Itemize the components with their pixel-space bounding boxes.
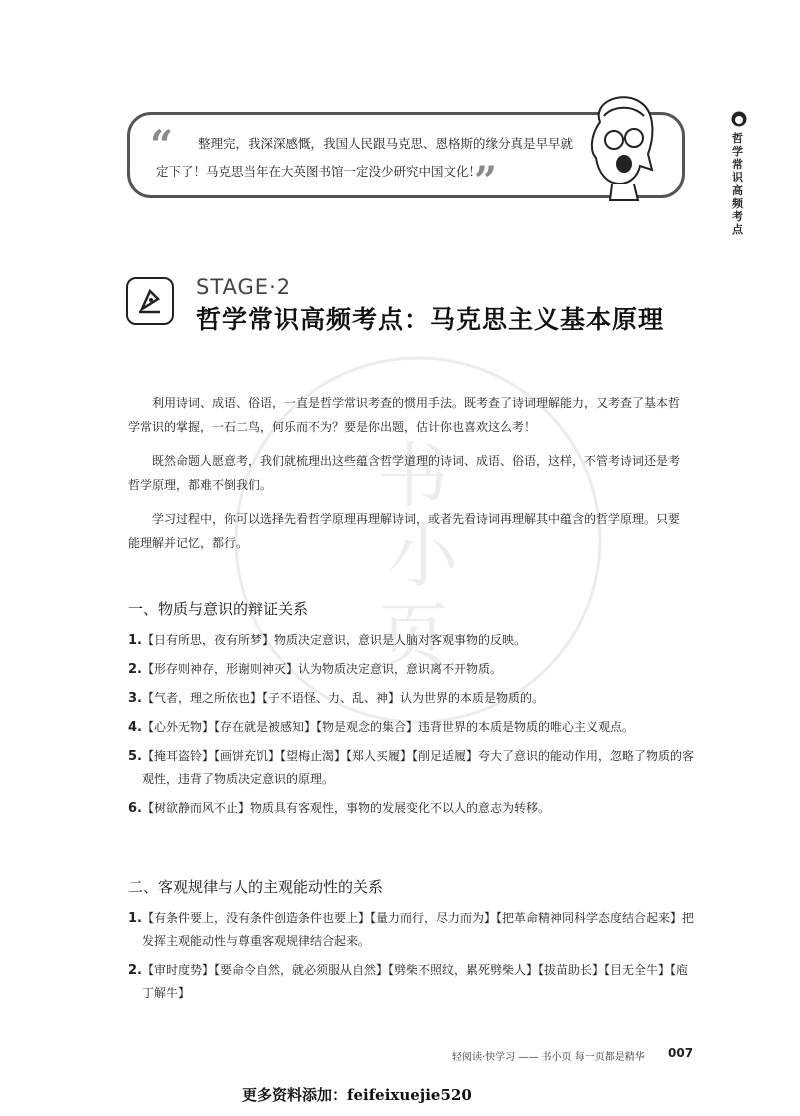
close-quote-mark: ”: [474, 158, 498, 205]
list-item: 1.【日有所思，夜有所梦】物质决定意识，意识是人脑对客观事物的反映。: [128, 633, 526, 648]
section-law-initiative: [128, 876, 694, 1011]
side-tab-label: 哲学常识高频考点: [732, 132, 743, 236]
pen-icon: [126, 277, 174, 325]
list-item: 3.【气者，理之所依也】【子不语怪、力、乱、神】认为世界的本质是物质的。: [128, 691, 544, 706]
list-item: 2.【审时度势】【要命令自然，就必须服从自然】【劈柴不照纹，累死劈柴人】【拔苗助长】【目无全牛】【庖丁解牛】: [128, 963, 688, 1000]
stage-title: 哲学常识高频考点：马克思主义基本原理: [196, 305, 665, 334]
list-item: 4.【心外无物】【存在就是被感知】【物是观念的集合】违背世界的本质是物质的唯心主义观点。: [128, 720, 634, 735]
intro-paragraph: 学习过程中，你可以选择先看哲学原理再理解诗词，或者先看诗词再理解其中蕴含的哲学原理。只要能理解并记忆，都行。: [128, 512, 681, 550]
footer-slogan: 轻阅读·快学习 —— 书小页 每一页都是精华: [452, 1052, 645, 1063]
intro-text: [128, 391, 690, 565]
list-item: 1.【有条件要上，没有条件创造条件也要上】【量力而行，尽力而为】【把革命精神同科学态度结合起来】把发挥主观能动性与尊重客观规律结合起来。: [128, 911, 694, 948]
section-matter-consciousness: [128, 598, 694, 826]
intro-paragraph: 利用诗词、成语、俗语，一直是哲学常识考查的惯用手法。既考查了诗词理解能力，又考查了基本哲学常识的掌握，一石二鸟，何乐而不为？要是你出题，估计你也喜欢这么考！: [128, 396, 681, 434]
stage-label: STAGE·2: [196, 275, 292, 299]
quote-text: 整理完，我深深感慨，我国人民跟马克思、恩格斯的缘分真是早早就定下了！马克思当年在大英图书馆一定没少研究中国文化！: [156, 136, 574, 179]
section-heading: 一、物质与意识的辩证关系: [128, 600, 309, 618]
open-quote-mark: “: [150, 122, 174, 169]
person-icon: [730, 110, 748, 128]
cartoon-character-illustration: [582, 92, 662, 204]
svg-text:页: 页: [378, 595, 448, 677]
svg-text:书: 书: [378, 435, 448, 517]
list-item: 5.【掩耳盗铃】【画饼充饥】【望梅止渴】【郑人买履】【削足适履】夸大了意识的能动作用，忽略了物质的客观性，违背了物质决定意识的原理。: [128, 749, 694, 786]
contact-note: 更多资料添加：feifeixuejie520: [242, 1086, 472, 1104]
page-number: 007: [668, 1046, 694, 1060]
list-item: 6.【树欲静而风不止】物质具有客观性，事物的发展变化不以人的意志为转移。: [128, 801, 550, 816]
svg-text:小: 小: [388, 515, 458, 597]
intro-paragraph: 既然命题人愿意考，我们就梳理出这些蕴含哲学道理的诗词、成语、俗语，这样，不管考诗词还是考哲学原理，都难不倒我们。: [128, 454, 681, 492]
list-item: 2.【形存则神存，形谢则神灭】认为物质决定意识，意识离不开物质。: [128, 662, 502, 677]
section-heading: 二、客观规律与人的主观能动性的关系: [128, 878, 384, 896]
